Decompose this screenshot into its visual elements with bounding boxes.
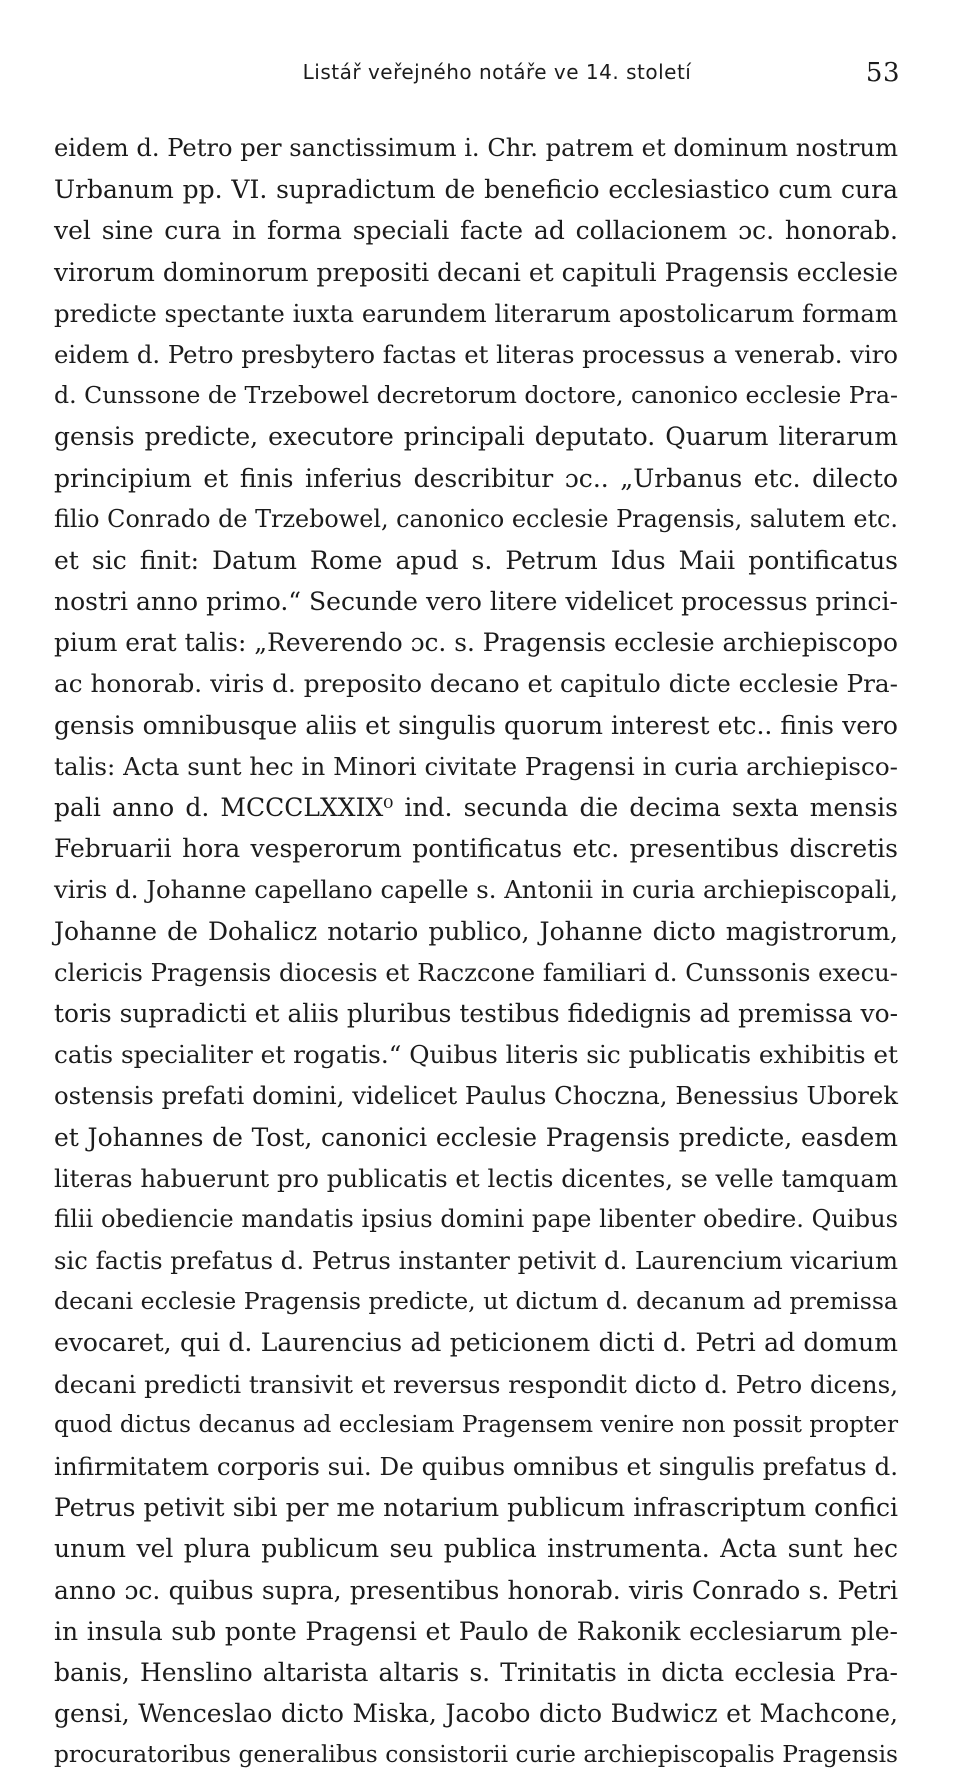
text-line: viris d. Johanne capellano capelle s. Antonii in curia archiepiscopali, bbox=[54, 875, 898, 905]
text-line: ac honorab. viris d. preposito decano et capitulo dicte ecclesie Pra- bbox=[54, 669, 898, 699]
text-line: Februarii hora vesperorum pontificatus etc. presentibus discretis bbox=[54, 834, 898, 864]
text-line: infirmitatem corporis sui. De quibus omnibus et singulis prefatus d. bbox=[54, 1452, 898, 1481]
text-line: d. Cunssone de Trzebowel decretorum doctore, canonico ecclesie Pra- bbox=[54, 381, 898, 410]
text-line: Johanne de Dohalicz notario publico, Johanne dicto magistrorum, bbox=[54, 916, 898, 946]
text-line: decani predicti transivit et reversus respondit dicto d. Petro dicens, bbox=[54, 1369, 898, 1399]
text-line: eidem d. Petro presbytero factas et literas processus a venerab. viro bbox=[54, 339, 898, 369]
text-line: literas habuerunt pro publicatis et lectis dicentes, se velle tamquam bbox=[54, 1163, 898, 1193]
text-line: procuratoribus generalibus consistorii curie archiepiscopalis Pragensis bbox=[54, 1741, 898, 1769]
running-title: Listář veřejného notáře ve 14. století bbox=[302, 60, 692, 84]
page-number: 53 bbox=[865, 58, 900, 88]
text-line: toris supradicti et aliis pluribus testibus fidedignis ad premissa vo- bbox=[54, 998, 898, 1028]
text-line: evocaret, qui d. Laurencius ad peticionem dicti d. Petri ad domum bbox=[54, 1328, 898, 1358]
text-line: pium erat talis: „Reverendo ɔc. s. Pragensis ecclesie archiepiscopo bbox=[54, 628, 898, 658]
text-line: banis, Henslino altarista altaris s. Trinitatis in dicta ecclesia Pra- bbox=[54, 1657, 898, 1687]
text-line: eidem d. Petro per sanctissimum i. Chr. patrem et dominum nostrum bbox=[54, 134, 898, 162]
text-line: sic factis prefatus d. Petrus instanter petivit d. Laurencium vicarium bbox=[54, 1246, 898, 1276]
text-line: clericis Pragensis diocesis et Raczcone familiari d. Cunssonis execu- bbox=[54, 957, 898, 987]
text-line: virorum dominorum prepositi decani et capituli Pragensis ecclesie bbox=[54, 257, 898, 287]
text-line: talis: Acta sunt hec in Minori civitate Pragensi in curia archiepisco- bbox=[54, 751, 898, 781]
text-line: Urbanum pp. VI. supradictum de beneficio ecclesiastico cum cura bbox=[54, 175, 898, 205]
text-line: nostri anno primo.“ Secunde vero litere videlicet processus princi- bbox=[54, 587, 898, 617]
text-line: catis specialiter et rogatis.“ Quibus literis sic publicatis exhibitis et bbox=[54, 1040, 898, 1070]
body-text bbox=[54, 128, 898, 1776]
text-line: et Johannes de Tost, canonici ecclesie Pragensis predicte, easdem bbox=[54, 1122, 898, 1152]
running-head bbox=[54, 60, 900, 94]
text-line: filio Conrado de Trzebowel, canonico ecclesie Pragensis, salutem etc. bbox=[54, 504, 898, 533]
text-line: filii obediencie mandatis ipsius domini pape libenter obedire. Quibus bbox=[54, 1204, 898, 1233]
text-line: decani ecclesie Pragensis predicte, ut dictum d. decanum ad premissa bbox=[54, 1287, 898, 1316]
text-line: gensis omnibusque aliis et singulis quorum interest etc.. finis vero bbox=[54, 710, 898, 740]
text-line: quod dictus decanus ad ecclesiam Pragensem venire non possit propter bbox=[54, 1411, 898, 1438]
text-line: predicte spectante iuxta earundem literarum apostolicarum formam bbox=[54, 298, 898, 328]
text-line: anno ɔc. quibus supra, presentibus honorab. viris Conrado s. Petri bbox=[54, 1575, 898, 1605]
text-line: et sic finit: Datum Rome apud s. Petrum Idus Maii pontificatus bbox=[54, 545, 898, 575]
text-line: in insula sub ponte Pragensi et Paulo de Rakonik ecclesiarum ple- bbox=[54, 1616, 898, 1646]
text-line: principium et finis inferius describitur ɔc.. „Urbanus etc. dilecto bbox=[54, 463, 898, 493]
text-line: vel sine cura in forma speciali facte ad collacionem ɔc. honorab. bbox=[54, 216, 898, 246]
text-line: gensi, Wenceslao dicto Miska, Jacobo dicto Budwicz et Machcone, bbox=[54, 1699, 898, 1729]
text-line: pali anno d. MCCCLXXIX⁰ ind. secunda die decima sexta mensis bbox=[54, 793, 898, 822]
text-line: ostensis prefati domini, videlicet Paulus Choczna, Benessius Uborek bbox=[54, 1081, 898, 1111]
text-line: unum vel plura publicum seu publica instrumenta. Acta sunt hec bbox=[54, 1534, 898, 1564]
text-line: Petrus petivit sibi per me notarium publicum infrascriptum confici bbox=[54, 1493, 898, 1523]
text-line: gensis predicte, executore principali deputato. Quarum literarum bbox=[54, 422, 898, 452]
